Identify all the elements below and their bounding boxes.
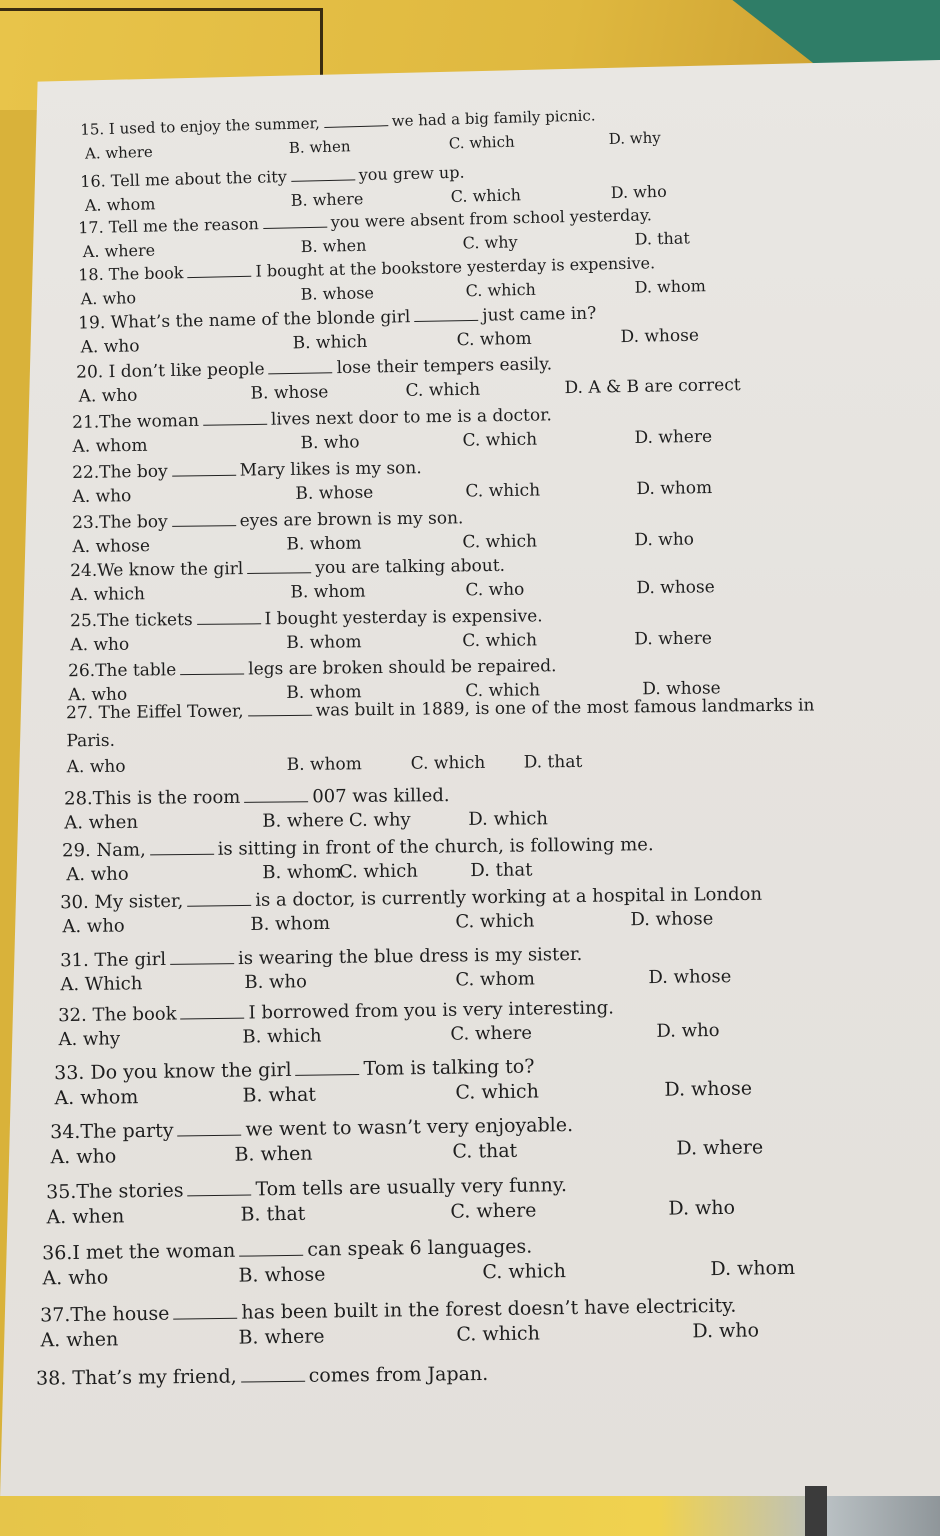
dark-post	[805, 1486, 827, 1536]
answer-blank[interactable]	[414, 304, 478, 322]
question-text-before: 16. Tell me about the city	[80, 166, 287, 192]
answer-blank[interactable]	[323, 109, 387, 128]
option-d[interactable]: D. where	[634, 628, 713, 650]
question-stem	[68, 654, 557, 681]
option-a[interactable]: A. who	[66, 863, 129, 886]
question-stem	[70, 604, 543, 631]
question-text-before: 20. I don’t like people	[76, 359, 265, 383]
option-c[interactable]: C. that	[452, 1139, 518, 1163]
option-d[interactable]: D. that	[634, 228, 690, 249]
question-text-after: I bought at the bookstore yesterday is expensive.	[255, 253, 656, 281]
question-text-after: lose their tempers easily.	[336, 354, 553, 379]
answer-blank[interactable]	[180, 1002, 244, 1020]
option-d[interactable]: D. A & B are correct	[564, 375, 741, 399]
question-text-before: 15. I used to enjoy the summer,	[80, 114, 320, 139]
option-d[interactable]: D. that	[470, 859, 533, 882]
option-b[interactable]: B. where	[262, 810, 344, 832]
option-a[interactable]: A. which	[70, 584, 146, 606]
option-a[interactable]: A. who	[80, 288, 137, 309]
question-text-before: 24.We know the girl	[70, 559, 244, 582]
option-a[interactable]: A. whom	[72, 435, 148, 457]
answer-blank[interactable]	[170, 947, 234, 965]
question-text-after: is wearing the blue dress is my sister.	[237, 943, 583, 970]
question-text-before: 28.This is the room	[64, 786, 241, 810]
option-a[interactable]: A. where	[84, 142, 153, 163]
question-text-before: 37.The house	[39, 1302, 170, 1327]
question-text-before: 36.I met the woman	[41, 1239, 236, 1265]
option-b[interactable]: B. whom	[286, 632, 362, 654]
question-text-after: 007 was killed.	[312, 785, 450, 808]
option-a[interactable]: A. who	[68, 684, 128, 706]
option-d[interactable]: D. whose	[636, 577, 715, 599]
option-d[interactable]: D. who	[610, 181, 667, 203]
answer-blank[interactable]	[187, 889, 251, 907]
option-b[interactable]: B. whom	[286, 754, 362, 776]
question-text-after: was built in 1889, is one of the most famous landmarks in	[315, 695, 815, 721]
question-item	[0, 692, 940, 778]
question-text-after: legs are broken should be repaired.	[248, 656, 557, 680]
answer-blank[interactable]	[203, 408, 267, 426]
answer-blank[interactable]	[150, 838, 214, 856]
option-c[interactable]: C. whom	[456, 328, 532, 351]
option-d[interactable]: D. whom	[634, 276, 707, 297]
option-a[interactable]: A. who	[42, 1266, 109, 1290]
answer-blank[interactable]	[187, 260, 251, 278]
question-text-after: Mary likes is my son.	[239, 458, 422, 481]
option-c[interactable]: C. which	[462, 531, 538, 553]
option-d[interactable]: D. where	[676, 1136, 764, 1160]
answer-blank[interactable]	[241, 1365, 305, 1383]
answer-blank[interactable]	[295, 1058, 359, 1076]
question-text-after: you grew up.	[358, 162, 465, 185]
question-text-before: 35.The stories	[45, 1179, 184, 1204]
option-b[interactable]: B. that	[240, 1202, 306, 1226]
question-text-before: 38. That’s my friend,	[35, 1365, 237, 1390]
question-text-after: Tom tells are usually very funny.	[255, 1174, 568, 1201]
answer-blank[interactable]	[244, 785, 308, 803]
question-text-after: I bought yesterday is expensive.	[264, 606, 543, 630]
question-text-after: lives next door to me is a doctor.	[270, 405, 552, 430]
question-text-after: just came in?	[482, 303, 597, 326]
option-d[interactable]: D. where	[634, 426, 713, 449]
answer-blank[interactable]	[187, 1178, 251, 1196]
question-text-before: 17. Tell me the reason	[78, 214, 259, 238]
option-d[interactable]: D. whose	[620, 325, 700, 348]
option-b[interactable]: B. whom	[286, 533, 362, 555]
question-text-after: is sitting in front of the church, is following me.	[217, 834, 654, 860]
option-a[interactable]: A. who	[70, 634, 130, 656]
answer-blank[interactable]	[177, 1119, 241, 1137]
option-b[interactable]: B. whom	[290, 581, 366, 603]
option-a[interactable]: A. when	[46, 1205, 125, 1229]
option-a[interactable]: A. who	[50, 1145, 117, 1169]
option-a[interactable]: A. who	[78, 385, 138, 407]
question-text-before: 27. The Eiffel Tower,	[66, 701, 244, 724]
question-stem	[64, 784, 450, 809]
option-a[interactable]: A. whom	[54, 1086, 139, 1110]
option-a[interactable]: A. who	[72, 486, 132, 507]
option-c[interactable]: C. which	[456, 1322, 541, 1346]
option-a[interactable]: A. who	[62, 915, 125, 938]
option-b[interactable]: B. when	[288, 137, 351, 157]
question-text-before: 22.The boy	[72, 461, 168, 483]
answer-blank[interactable]	[239, 1239, 303, 1257]
option-d[interactable]: D. whose	[630, 908, 714, 931]
table-edge	[0, 1496, 940, 1536]
option-c[interactable]: C. where	[450, 1199, 537, 1223]
option-c[interactable]: C. which	[465, 279, 537, 301]
option-c[interactable]: C. which	[455, 910, 535, 933]
question-text-after: I borrowed from you is very interesting.	[248, 997, 615, 1024]
option-b[interactable]: B. whom	[286, 682, 362, 704]
option-b[interactable]: B. when	[300, 235, 367, 257]
option-c[interactable]: C. which	[338, 860, 419, 883]
option-b[interactable]: B. whose	[300, 283, 375, 304]
option-b[interactable]: B. where	[238, 1325, 325, 1349]
question-text-before: 34.The party	[49, 1119, 174, 1144]
option-a[interactable]: A. Which	[60, 973, 143, 996]
option-b[interactable]: B. which	[242, 1025, 322, 1048]
question-text-before: 33. Do you know the girl	[53, 1058, 292, 1085]
answer-blank[interactable]	[172, 509, 236, 527]
option-b[interactable]: B. who	[300, 432, 360, 454]
option-c[interactable]: C. why	[348, 809, 411, 831]
option-a[interactable]: A. who	[80, 336, 140, 358]
question-text-after: we had a big family picnic.	[391, 106, 596, 131]
option-c[interactable]: C. which	[448, 132, 515, 153]
question-text-before: 32. The book	[58, 1003, 177, 1027]
question-stem	[36, 1363, 488, 1389]
option-d[interactable]: D. who	[668, 1196, 736, 1220]
option-c[interactable]: C. which	[465, 480, 541, 502]
question-stem	[70, 554, 505, 581]
option-d[interactable]: D. whom	[710, 1256, 796, 1281]
option-a[interactable]: A. why	[58, 1028, 121, 1051]
question-text-after: can speak 6 languages.	[307, 1235, 533, 1261]
option-c[interactable]: C. which	[462, 630, 538, 652]
answer-blank[interactable]	[247, 556, 311, 574]
answer-blank[interactable]	[263, 211, 327, 229]
option-d[interactable]: D. whom	[636, 478, 713, 500]
option-b[interactable]: B. whose	[238, 1263, 326, 1287]
answer-blank[interactable]	[268, 356, 332, 374]
question-text-before: 26.The table	[68, 660, 177, 682]
option-d[interactable]: D. that	[523, 751, 583, 773]
question-text-after: eyes are brown is my son.	[239, 508, 464, 532]
option-d[interactable]: D. which	[468, 808, 549, 830]
option-a[interactable]: A. when	[64, 811, 139, 834]
option-d[interactable]: D. who	[656, 1019, 720, 1042]
option-c[interactable]: C. which	[465, 680, 541, 702]
option-b[interactable]: B. which	[292, 331, 368, 354]
option-d[interactable]: D. whose	[642, 678, 721, 700]
option-a[interactable]: A. when	[40, 1328, 119, 1352]
option-c[interactable]: C. which	[450, 185, 522, 206]
option-c[interactable]: C. which	[410, 752, 486, 774]
answer-blank[interactable]	[180, 657, 244, 675]
question-text-after: you are talking about.	[315, 555, 506, 579]
question-text-after: we went to wasn’t very enjoyable.	[245, 1114, 574, 1141]
option-a[interactable]: A. where	[82, 240, 156, 262]
question-text-before: 23.The boy	[72, 511, 168, 534]
option-a[interactable]: A. whose	[72, 536, 151, 558]
option-b[interactable]: B. whom	[262, 861, 343, 884]
answer-blank[interactable]	[173, 1302, 237, 1320]
question-item	[0, 780, 940, 838]
question-text-before: 29. Nam,	[62, 839, 146, 862]
option-b[interactable]: B. who	[244, 971, 308, 994]
option-c[interactable]: C. which	[462, 429, 538, 451]
option-c[interactable]: C. which	[482, 1260, 567, 1284]
option-a[interactable]: A. who	[66, 756, 126, 778]
option-b[interactable]: B. whose	[250, 382, 329, 404]
option-c[interactable]: C. where	[450, 1022, 533, 1045]
option-c[interactable]: C. why	[462, 232, 518, 253]
question-text-after: comes from Japan.	[308, 1362, 489, 1387]
question-item	[0, 830, 940, 890]
question-continuation: Paris.	[66, 730, 116, 752]
question-text-before: 19. What’s the name of the blonde girl	[78, 307, 411, 334]
answer-blank[interactable]	[196, 607, 260, 625]
question-text-before: 31. The girl	[60, 948, 167, 972]
answer-blank[interactable]	[290, 163, 354, 182]
option-b[interactable]: B. whom	[250, 912, 331, 935]
question-stem	[72, 456, 422, 483]
option-c[interactable]: C. who	[465, 579, 525, 601]
option-d[interactable]: D. whose	[648, 966, 732, 989]
question-text-after: you were absent from school yesterday.	[330, 205, 653, 232]
question-item	[0, 1358, 940, 1418]
option-b[interactable]: B. where	[290, 189, 364, 210]
option-d[interactable]: D. why	[608, 128, 662, 149]
question-text-before: 18. The book	[78, 263, 184, 285]
question-text-after: has been built in the forest doesn’t have electricity.	[241, 1294, 737, 1324]
question-text-before: 30. My sister,	[60, 890, 184, 914]
question-text-after: Tom is talking to?	[363, 1055, 535, 1080]
option-a[interactable]: A. whom	[84, 194, 156, 215]
question-stem	[72, 506, 463, 533]
option-d[interactable]: D. who	[692, 1319, 760, 1343]
option-b[interactable]: B. whose	[295, 482, 374, 504]
option-d[interactable]: D. whose	[664, 1077, 753, 1101]
answer-blank[interactable]	[171, 459, 235, 477]
question-text-before: 25.The tickets	[70, 609, 193, 632]
option-b[interactable]: B. when	[234, 1142, 313, 1166]
question-text-before: 21.The woman	[72, 410, 200, 433]
option-c[interactable]: C. whom	[455, 968, 536, 991]
option-c[interactable]: C. which	[455, 1080, 540, 1104]
option-b[interactable]: B. what	[242, 1083, 317, 1107]
option-d[interactable]: D. who	[634, 529, 695, 551]
question-text-after: is a doctor, is currently working at a hospital in London	[255, 883, 763, 911]
option-c[interactable]: C. which	[405, 379, 481, 401]
answer-blank[interactable]	[248, 699, 312, 717]
